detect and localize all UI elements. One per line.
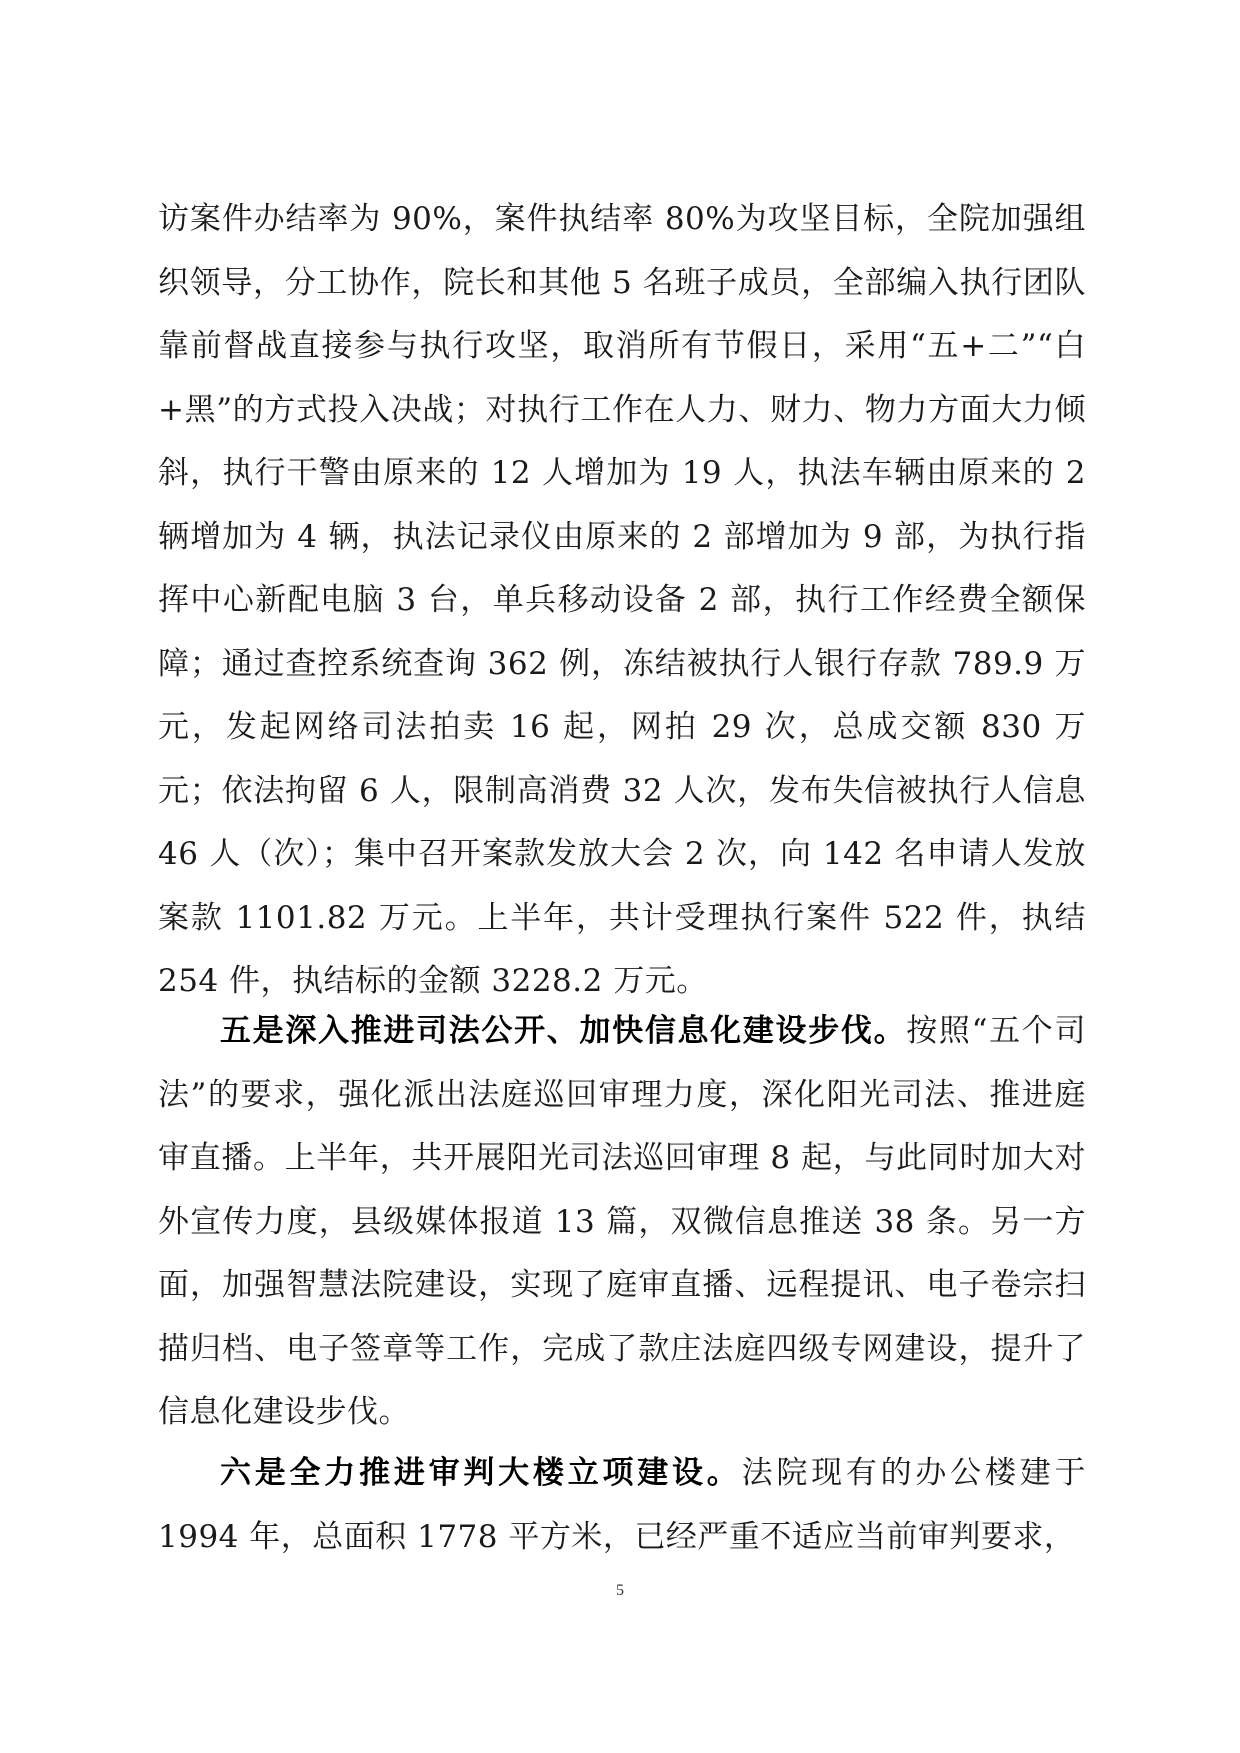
paragraph-section-five xyxy=(158,1000,1086,1445)
section-heading: 五是深入推进司法公开、加快信息化建设步伐。 xyxy=(220,1013,907,1049)
section-heading: 六是全力推进审判大楼立项建设。 xyxy=(220,1455,742,1491)
paragraph-text: 按照“五个司法”的要求，强化派出法庭巡回审理力度，深化阳光司法、推进庭审直播。上半年，共开展阳光司法巡回审理 8 起，与此同时加大对外宣传力度，县级媒体报道 13 篇，双微信息推送 38 条。另一方面，加强智慧法院建设，实现了庭审直播、远程提讯、电子卷宗扫描归档、电子签章等工作，完成了款庄法庭四级专网建设，提升了信息化建设步伐。 xyxy=(158,1013,1086,1430)
paragraph-section-six xyxy=(158,1442,1086,1569)
paragraph-continued xyxy=(158,188,1086,1014)
paragraph-text: 法院现有的办公楼建于 1994 年，总面积 1778 平方米，已经严重不适应当前审判要求， xyxy=(158,1455,1086,1555)
paragraph-text: 访案件办结率为 90%，案件执结率 80%为攻坚目标，全院加强组织领导，分工协作，院长和其他 5 名班子成员，全部编入执行团队靠前督战直接参与执行攻坚，取消所有节假日，采用“五+二”“白+黑”的方式投入决战；对执行工作在人力、财力、物力方面大力倾斜，执行干警由原来的 12 人增加为 19 人，执法车辆由原来的 2 辆增加为 4 辆，执法记录仪由原来的 2 部增加为 9 部，为执行指挥中心新配电脑 3 台，单兵移动设备 2 部，执行工作经费全额保障；通过查控系统查询 362 例，冻结被执行人银行存款 789.9 万元，发起网络司法拍卖 16 起，网拍 29 次，总成交额 830 万元；依法拘留 6 人，限制高消费 32 人次，发布失信被执行人信息 46 人（次）；集中召开案款发放大会 2 次，向 142 名申请人发放案款 1101.82 万元。上半年，共计受理执行案件 522 件，执结 254 件，执结标的金额 3228.2 万元。 xyxy=(158,201,1086,999)
page-number: 5 xyxy=(616,1582,624,1599)
